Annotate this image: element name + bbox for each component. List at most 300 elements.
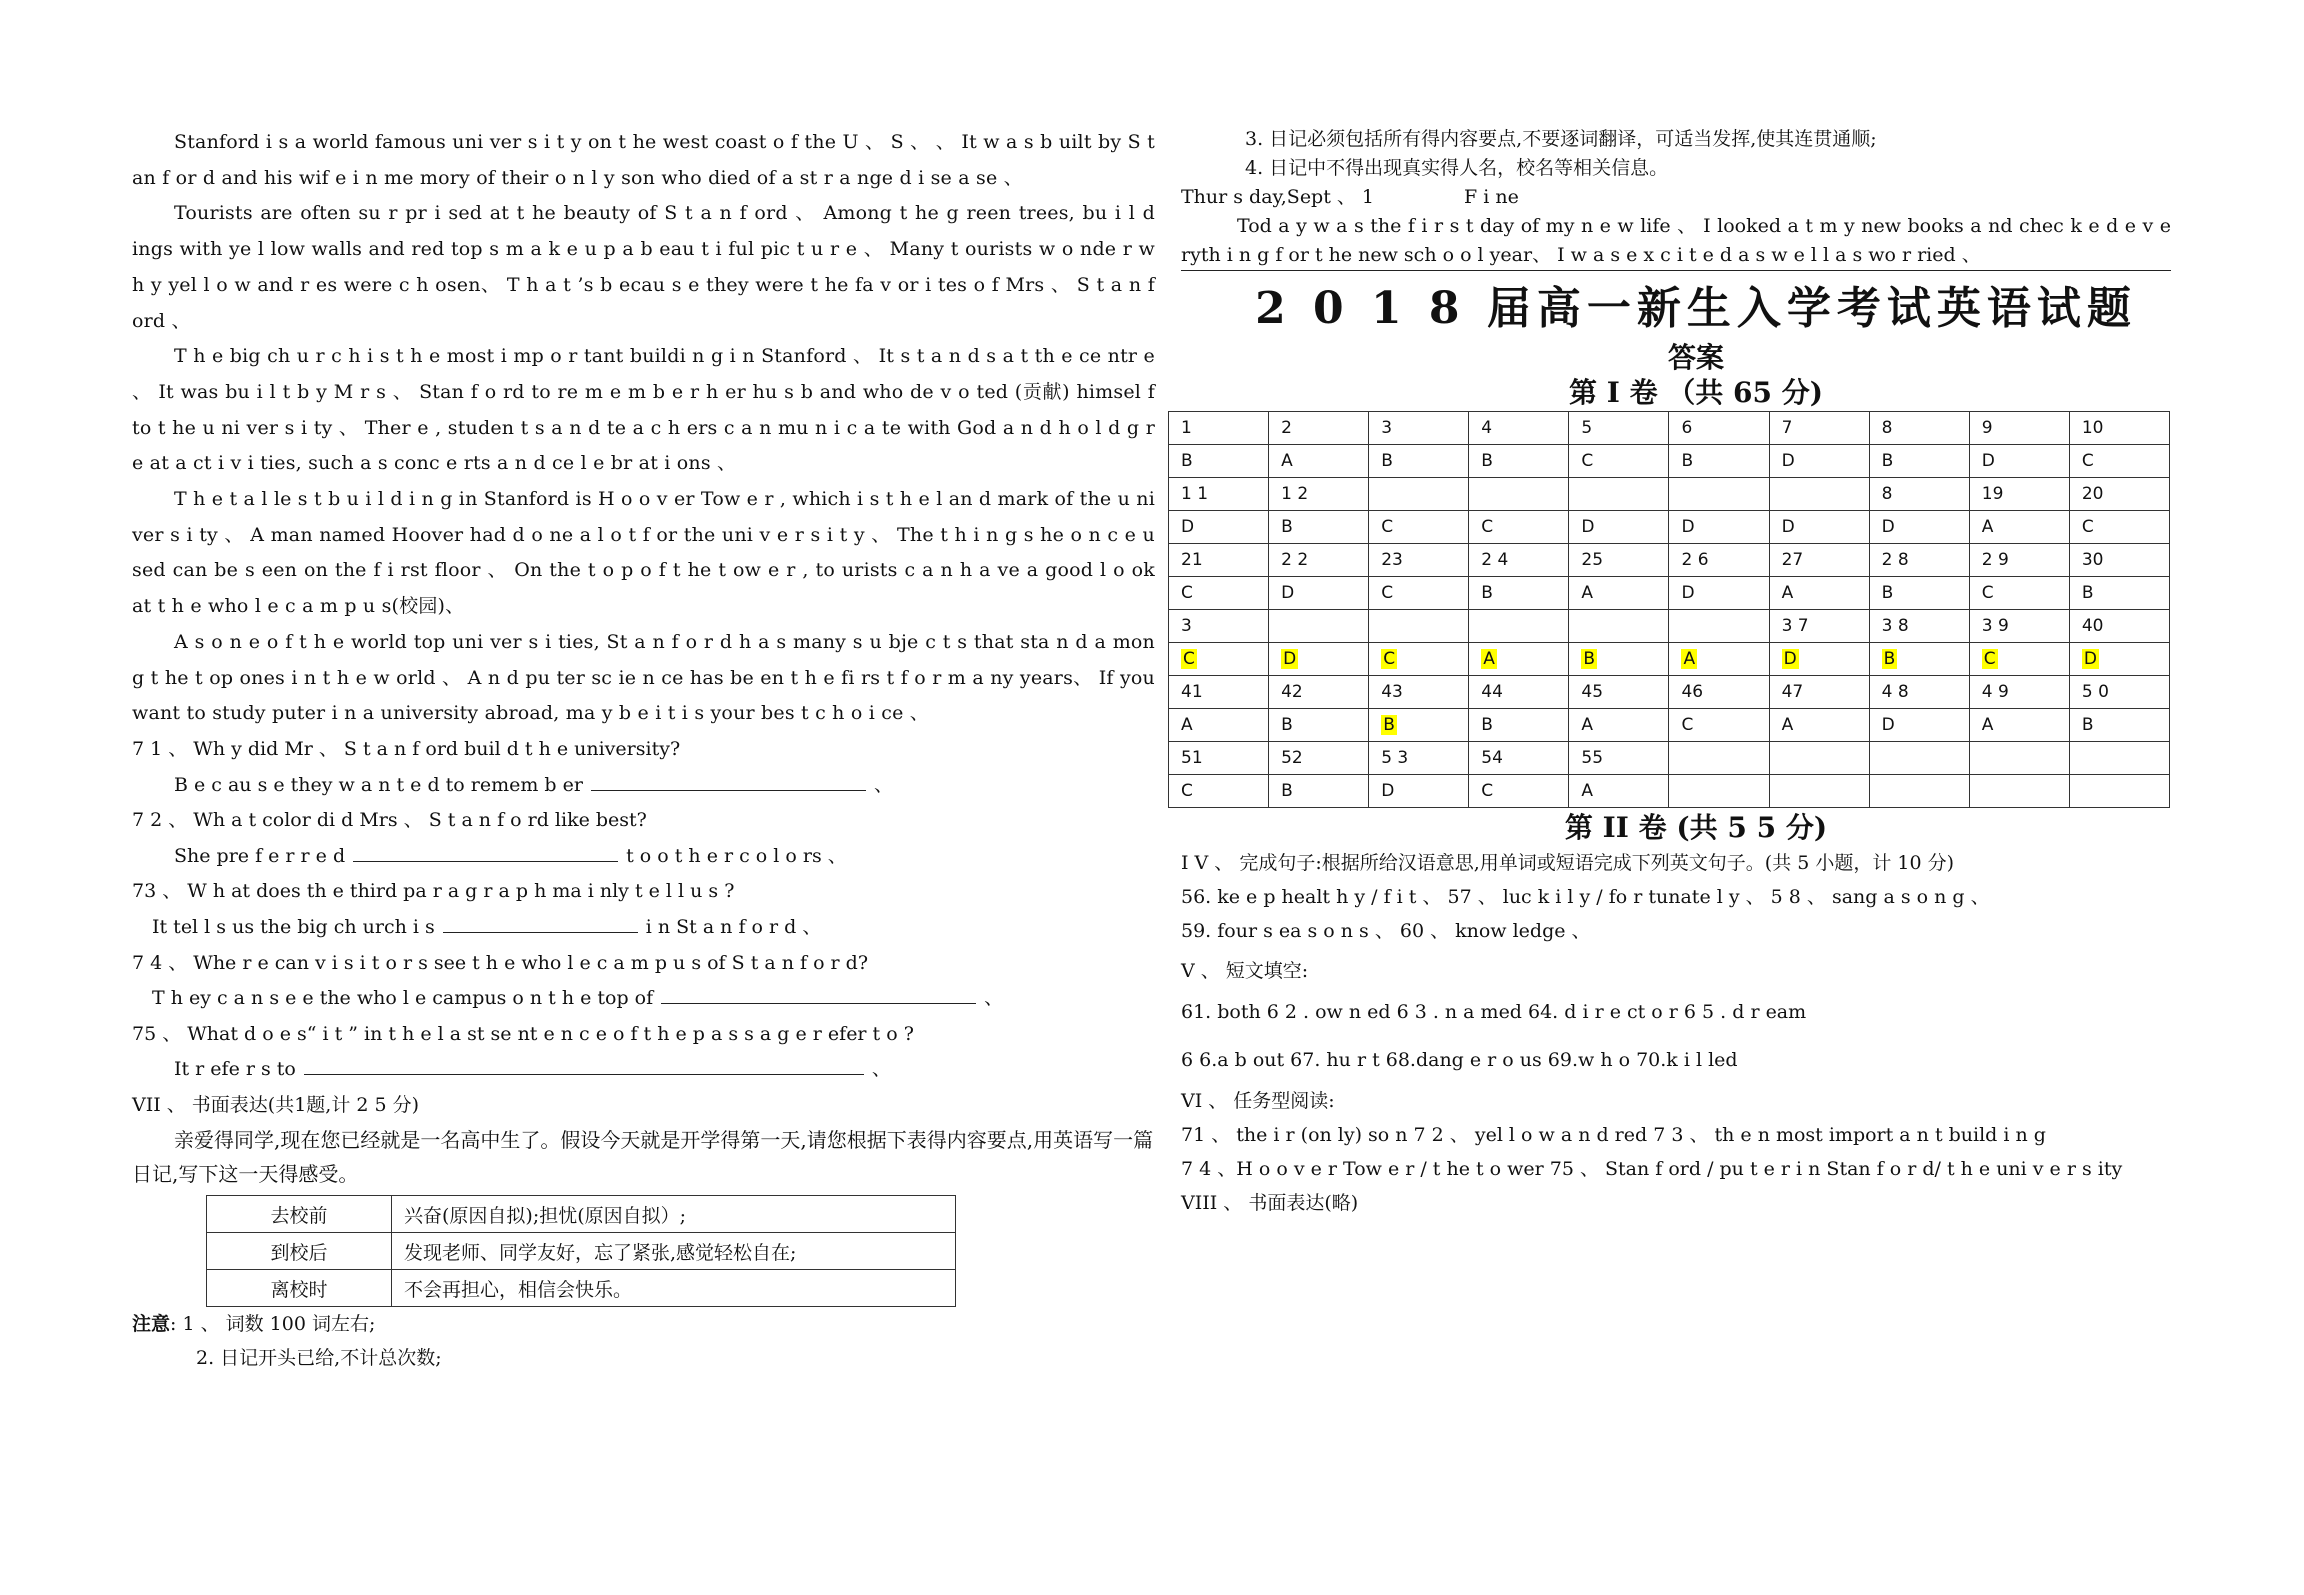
answer-cell <box>1969 445 2069 478</box>
answer-prefix: It r efe r s to <box>174 1058 296 1081</box>
answer-line <box>132 910 1155 946</box>
answer-value: 3 <box>1181 616 1192 636</box>
answer-value: B <box>1181 451 1193 471</box>
answer-value: A <box>1281 451 1293 471</box>
answer-cell <box>2069 709 2169 742</box>
answer-cell <box>1869 511 1969 544</box>
answer-cell <box>1769 742 1869 775</box>
answer-cell <box>1769 643 1869 676</box>
answer-cell <box>2069 577 2169 610</box>
answer-cell <box>1469 775 1569 808</box>
part-6-title: VI 、 任务型阅读: <box>1181 1090 1335 1112</box>
exam-title: 2 0 1 8 届高一新生入学考试英语试题 <box>1255 283 2137 334</box>
part-6-answers-1: 71 、 the i r (on ly) so n 7 2 、 yel l o w a n d red 7 3 、 th e n most import a n t build i n g <box>1181 1124 2046 1146</box>
answer-value: 6 <box>1681 418 1693 438</box>
answer-value: 47 <box>1781 682 1804 702</box>
highlighted-answer: D <box>1783 649 1797 669</box>
answer-cell <box>1169 511 1269 544</box>
answer-value: 19 <box>1981 484 2004 504</box>
answer-line <box>132 768 1155 804</box>
answer-value: D <box>1981 451 1995 471</box>
highlighted-answer: B <box>1383 715 1395 735</box>
answer-value: 4 9 <box>1981 682 2009 702</box>
passage-paragraph: Tourists are often su r pr i sed at t he beauty of S t a n f ord 、 Among t he g reen trees, bu i l d ings with ye l low walls and red top s m a k e u p a b eau t i ful pic t u r e 、 Many t ourists w o nde r w h y yel l o w and r es were c h osen、 T h a t ’s b ecau s e they were t he fa v or i tes o f Mrs 、 S t a n f ord 、 <box>132 202 1155 332</box>
answer-cell <box>1169 775 1269 808</box>
answer-value: A <box>1181 715 1193 735</box>
answer-cell <box>1769 610 1869 643</box>
answer-cell <box>1869 544 1969 577</box>
answer-suffix: t o o t h e r c o l o rs 、 <box>626 844 847 867</box>
answer-cell <box>1769 775 1869 808</box>
answer-value: C <box>1381 517 1394 537</box>
answer-cell <box>2069 511 2169 544</box>
answer-value: B <box>1281 517 1293 537</box>
answer-value: 1 1 <box>1181 484 1209 504</box>
answer-value: 54 <box>1481 748 1503 768</box>
answer-value: 2 9 <box>1981 550 2009 570</box>
answer-value: 25 <box>1581 550 1604 570</box>
answer-cell <box>1969 676 2069 709</box>
answer-value: 2 6 <box>1681 550 1709 570</box>
answer-cell <box>1169 742 1269 775</box>
answer-cell <box>1569 742 1669 775</box>
answer-suffix: 、 <box>873 773 893 796</box>
answer-cell <box>2069 478 2169 511</box>
answer-value: D <box>1781 451 1795 471</box>
answer-cell <box>1569 478 1669 511</box>
answer-value: A <box>1581 583 1594 603</box>
answer-value: C <box>1181 781 1193 801</box>
section-1-title: 第 I 卷 （共 65 分) <box>1568 376 1824 409</box>
answer-cell <box>1269 412 1369 445</box>
answer-cell <box>1369 742 1469 775</box>
question: 73 、 W h at does th e third pa r a g r a p h ma i nly t e l l u s ? <box>132 880 735 903</box>
answer-cell <box>1569 445 1669 478</box>
answer-table-row <box>1169 445 2170 478</box>
answer-cell <box>1669 412 1769 445</box>
answer-cell <box>1469 709 1569 742</box>
diary-stage: 离校时 <box>207 1270 392 1307</box>
answer-value: 55 <box>1581 748 1604 768</box>
answer-value: B <box>1681 451 1694 471</box>
answer-cell <box>1369 610 1469 643</box>
answer-value: 27 <box>1781 550 1804 570</box>
answer-cell <box>1869 577 1969 610</box>
passage-paragraph: T h e t a l le s t b u i l d i n g in Stanford is H o o v er Tow e r , which i s t h e l an d mark of the u ni ver s i ty 、 A man named Hoover had d o ne a l o t f or the uni v e r s i t y 、 The t h i n g s he o n c e u sed can be s een on the f i rst floor 、 On the t o p o f t he t ow e r , to urists c a n h a ve a good l o ok at t h e who l e c a m p u s(校园)、 <box>132 488 1155 618</box>
answer-blank <box>661 983 976 1004</box>
answer-line <box>132 1052 1155 1088</box>
answer-value: B <box>1481 715 1493 735</box>
answer-value: 1 <box>1181 418 1192 438</box>
answer-cell <box>1369 775 1469 808</box>
answer-cell <box>1569 577 1669 610</box>
answer-cell <box>1769 709 1869 742</box>
answer-cell <box>2069 643 2169 676</box>
writing-note-1: 注意: 1 、 词数 100 词左右; <box>132 1313 376 1336</box>
answer-cell <box>1969 742 2069 775</box>
answer-table-row <box>1169 742 2170 775</box>
answer-cell <box>1869 412 1969 445</box>
diary-feeling: 发现老师、同学友好，忘了紧张,感觉轻松自在; <box>392 1233 956 1270</box>
answer-prefix: She pre f e r r e d <box>174 844 346 867</box>
answer-value: D <box>1681 583 1695 603</box>
answer-cell <box>1869 643 1969 676</box>
answer-value: D <box>1781 517 1795 537</box>
answer-cell <box>1169 643 1269 676</box>
answer-value: C <box>1581 451 1594 471</box>
answer-cell <box>1169 445 1269 478</box>
answer-cell <box>1469 544 1569 577</box>
highlighted-answer: C <box>1383 649 1396 669</box>
answer-table-row <box>1169 511 2170 544</box>
answer-cell <box>1169 577 1269 610</box>
answer-value: 41 <box>1181 682 1203 702</box>
answer-heading: 答案 <box>1667 341 1724 374</box>
answer-cell <box>2069 412 2169 445</box>
answer-value: 52 <box>1281 748 1303 768</box>
answer-value: 23 <box>1381 550 1403 570</box>
highlighted-answer: A <box>1483 649 1495 669</box>
answer-value: A <box>1581 715 1594 735</box>
answer-cell <box>1369 445 1469 478</box>
answer-value: 5 <box>1581 418 1593 438</box>
answer-cell <box>1369 478 1469 511</box>
answer-value: 8 <box>1881 484 1893 504</box>
answer-cell <box>1869 775 1969 808</box>
part-4-answers-2: 59. four s ea s o n s 、 60 、 know ledge 、 <box>1181 920 1591 942</box>
answer-cell <box>1669 577 1769 610</box>
answer-value: A <box>1781 715 1794 735</box>
answer-value: 2 2 <box>1281 550 1309 570</box>
writing-section-title: VII 、 书面表达(共1题,计 2 5 分) <box>132 1093 420 1116</box>
answer-value: A <box>1981 715 1994 735</box>
answer-cell <box>1269 709 1369 742</box>
answer-cell <box>1469 577 1569 610</box>
answer-table-row <box>1169 676 2170 709</box>
answer-cell <box>1569 511 1669 544</box>
answer-value: D <box>1881 517 1895 537</box>
diary-date: Thur s day,Sept 、 1 <box>1181 186 1375 208</box>
answer-value: 8 <box>1881 418 1893 438</box>
answer-cell <box>1569 643 1669 676</box>
answer-cell <box>1269 742 1369 775</box>
highlighted-answer: B <box>1583 649 1596 669</box>
part-5-answers-1: 61. both 6 2 . ow n ed 6 3 . n a med 64. d i r e ct o r 6 5 . d r eam <box>1181 1001 1807 1023</box>
answer-value: B <box>1281 781 1293 801</box>
answer-cell <box>1469 412 1569 445</box>
answer-value: 7 <box>1781 418 1793 438</box>
answer-value: D <box>1381 781 1395 801</box>
passage-paragraph: T h e big ch u r c h i s t h e most i mp o r tant buildi n g i n Stanford 、 It s t a n d s a t th e ce ntr e 、 It was bu i l t b y M r s 、 Stan f o rd to re m e m b e r h er hu s b and who de v o ted (贡献) himsel f to t he u ni ver s i ty 、 Ther e , studen t s a n d te a c h ers c a n mu n i c a te with God a n d h o l d g r e at a ct i v i ties, such a s conc e rts a n d ce l e br at i ons 、 <box>132 345 1155 475</box>
answer-cell <box>1869 709 1969 742</box>
answer-value: 20 <box>2081 484 2104 504</box>
answer-value: 43 <box>1381 682 1403 702</box>
answer-key-table <box>1168 411 2170 808</box>
highlighted-answer: A <box>1683 649 1696 669</box>
answer-cell <box>1569 709 1669 742</box>
answer-table-row <box>1169 577 2170 610</box>
answer-cell <box>1669 445 1769 478</box>
answer-value: D <box>1881 715 1895 735</box>
answer-cell <box>1669 676 1769 709</box>
section-2-title: 第 II 卷 (共 5 5 分) <box>1564 811 1828 844</box>
question: 7 4 、 Whe r e can v i s i t o r s see t h e who l e c a m p u s of S t a n f o r d? <box>132 951 869 974</box>
answer-value: B <box>2081 715 2094 735</box>
answer-cell <box>1969 709 2069 742</box>
answer-value: 1 2 <box>1281 484 1309 504</box>
answer-cell <box>1669 610 1769 643</box>
answer-cell <box>1769 577 1869 610</box>
answer-value: C <box>1681 715 1694 735</box>
part-8-title: VIII 、 书面表达(略) <box>1181 1192 1359 1214</box>
question: 75 、 What d o e s“ i t ” in t h e l a st se nt e n c e o f t h e p a s s a g e r efer t o ? <box>132 1022 914 1045</box>
answer-cell <box>1469 676 1569 709</box>
answer-suffix: 、 <box>984 987 1004 1010</box>
answer-value: 3 7 <box>1781 616 1809 636</box>
answer-cell <box>1269 676 1369 709</box>
part-5-answers-2: 6 6.a b out 67. hu r t 68.dang e r o us 69.w h o 70.k i l led <box>1181 1049 1738 1071</box>
answer-value: B <box>1481 583 1493 603</box>
answer-cell <box>2069 775 2169 808</box>
answer-value: C <box>1181 583 1193 603</box>
diary-stage: 到校后 <box>207 1233 392 1270</box>
answer-value: C <box>1381 583 1394 603</box>
answer-value: C <box>2081 517 2094 537</box>
writing-note-4: 4. 日记中不得出现真实得人名，校名等相关信息。 <box>1245 157 1669 179</box>
diary-table-row <box>207 1270 956 1307</box>
answer-cell <box>1469 643 1569 676</box>
writing-note-3: 3. 日记必须包括所有得内容要点,不要逐词翻译，可适当发挥,使其连贯通顺; <box>1245 128 1877 150</box>
answer-cell <box>1669 643 1769 676</box>
writing-note-2: 2. 日记开头已给,不计总次数; <box>196 1347 442 1370</box>
highlighted-answer: C <box>1183 649 1195 669</box>
answer-cell <box>1369 709 1469 742</box>
answer-cell <box>2069 610 2169 643</box>
answer-table-row <box>1169 412 2170 445</box>
answer-cell <box>1769 544 1869 577</box>
highlighted-answer: D <box>2083 649 2097 669</box>
answer-cell <box>1869 445 1969 478</box>
answer-value: C <box>2081 451 2094 471</box>
right-column <box>1181 125 2211 1220</box>
reading-passage <box>132 125 1155 732</box>
answer-cell <box>1769 478 1869 511</box>
diary-feeling: 兴奋(原因自拟);担忧(原因自拟）; <box>392 1196 956 1233</box>
highlighted-answer: D <box>1283 649 1297 669</box>
answer-prefix: B e c au s e they w a n t e d to remem b er <box>174 773 583 796</box>
answer-value: B <box>1281 715 1293 735</box>
answer-value: 46 <box>1681 682 1704 702</box>
answer-cell <box>1969 544 2069 577</box>
answer-cell <box>1369 511 1469 544</box>
answer-value: C <box>1481 781 1494 801</box>
answer-value: 3 <box>1381 418 1393 438</box>
answer-value: 30 <box>2081 550 2104 570</box>
writing-instructions: 亲爱得同学,现在您已经就是一名高中生了。假设今天就是开学得第一天,请您根据下表得内容要点,用英语写一篇日记,写下这一天得感受。 <box>132 1128 1154 1187</box>
answer-value: 21 <box>1181 550 1203 570</box>
answer-cell <box>1969 610 2069 643</box>
answer-cell <box>2069 544 2169 577</box>
answer-cell <box>1869 742 1969 775</box>
answer-cell <box>1369 412 1469 445</box>
answer-value: A <box>1981 517 1994 537</box>
answer-value: 2 <box>1281 418 1292 438</box>
answer-table-row <box>1169 709 2170 742</box>
answer-cell <box>1969 577 2069 610</box>
diary-weather: F i ne <box>1464 186 1519 208</box>
answer-cell <box>1269 478 1369 511</box>
answer-cell <box>1869 478 1969 511</box>
question: 7 2 、 Wh a t color di d Mrs 、 S t a n f o rd like best? <box>132 809 647 832</box>
answer-value: 4 <box>1481 418 1493 438</box>
answer-value: 3 9 <box>1981 616 2009 636</box>
answer-cell <box>2069 742 2169 775</box>
answer-cell <box>1669 511 1769 544</box>
diary-table-row <box>207 1196 956 1233</box>
answer-cell <box>1369 577 1469 610</box>
answer-suffix: 、 <box>871 1058 891 1081</box>
answer-cell <box>1969 478 2069 511</box>
answer-cell <box>1869 610 1969 643</box>
diary-table-row <box>207 1233 956 1270</box>
answer-cell <box>1469 478 1569 511</box>
answer-value: D <box>1581 517 1595 537</box>
answer-table-row <box>1169 775 2170 808</box>
part-5-title: V 、 短文填空: <box>1181 960 1309 982</box>
answer-blank <box>591 770 866 791</box>
answer-cell <box>1969 412 2069 445</box>
answer-value: C <box>1481 517 1494 537</box>
answer-value: 5 0 <box>2081 682 2109 702</box>
answer-cell <box>1469 742 1569 775</box>
answer-cell <box>2069 676 2169 709</box>
answer-cell <box>1969 775 2069 808</box>
answer-line <box>132 839 1155 875</box>
answer-cell <box>1869 676 1969 709</box>
answer-cell <box>1669 544 1769 577</box>
answer-suffix: i n St a n f o r d 、 <box>645 915 822 938</box>
diary-opening: Tod a y w a s the f i r s t day of my n e w life 、 I looked a t m y new books a nd chec k e d e v e ryth i n g f or t he new sch o o l year、 I w a s e x c i t e d a s w e l l a s wo r ried 、 <box>1181 212 2171 271</box>
answer-value: 40 <box>2081 616 2104 636</box>
answer-cell <box>1269 610 1369 643</box>
answer-value: 45 <box>1581 682 1604 702</box>
answer-value: 4 8 <box>1881 682 1909 702</box>
answer-value: 5 3 <box>1381 748 1409 768</box>
answer-cell <box>1269 511 1369 544</box>
answer-cell <box>1269 544 1369 577</box>
answer-cell <box>1369 676 1469 709</box>
answer-cell <box>1369 643 1469 676</box>
answer-cell <box>1669 478 1769 511</box>
part-4-title: I V 、 完成句子:根据所给汉语意思,用单词或短语完成下列英文句子。(共 5 小题，计 10 分) <box>1181 852 1955 874</box>
answer-cell <box>1669 709 1769 742</box>
answer-prefix: T h ey c a n s e e the who l e campus o n t h e top of <box>152 987 654 1010</box>
answer-cell <box>1769 445 1869 478</box>
answer-value: 2 8 <box>1881 550 1909 570</box>
answer-cell <box>1169 610 1269 643</box>
diary-header <box>1181 183 2211 212</box>
answer-blank <box>353 841 618 862</box>
answer-cell <box>1569 676 1669 709</box>
passage-paragraph: A s o n e o f t h e world top uni ver s i ties, St a n f o r d h a s many s u bje c t s that sta n d a mon g t he t op ones i n t h e w orld 、 A n d pu ter sc ie n ce has be en t h e fi rs t f o r m a ny years、 If you want to study puter i n a university abroad, ma y b e i t i s your bes t c h o i ce 、 <box>132 630 1155 725</box>
answer-value: 42 <box>1281 682 1303 702</box>
answer-cell <box>1469 610 1569 643</box>
answer-blank <box>304 1054 864 1075</box>
diary-feeling: 不会再担心，相信会快乐。 <box>392 1270 956 1307</box>
answer-value: A <box>1581 781 1594 801</box>
answer-value: 3 8 <box>1881 616 1909 636</box>
answer-cell <box>2069 445 2169 478</box>
answer-cell <box>1569 412 1669 445</box>
answer-cell <box>1169 676 1269 709</box>
answer-value: 51 <box>1181 748 1203 768</box>
answer-cell <box>1269 643 1369 676</box>
answer-line <box>132 981 1155 1017</box>
answer-cell <box>1169 478 1269 511</box>
answer-cell <box>1769 511 1869 544</box>
answer-cell <box>1369 544 1469 577</box>
answer-value: D <box>1281 583 1295 603</box>
note-label: 注意 <box>132 1313 171 1336</box>
answer-cell <box>1269 577 1369 610</box>
part-6-answers-2: 7 4 、H o o v e r Tow e r / t he t o wer 75 、 Stan f ord / pu t e r i n Stan f o r d/ t h e uni v e r s ity <box>1181 1158 2123 1180</box>
answer-cell <box>1469 511 1569 544</box>
highlighted-answer: C <box>1983 649 1996 669</box>
answer-blank <box>443 912 638 933</box>
answer-cell <box>1169 709 1269 742</box>
question: 7 1 、 Wh y did Mr 、 S t a n f ord buil d t h e university? <box>132 737 681 760</box>
answer-table-row <box>1169 610 2170 643</box>
answer-value: D <box>1681 517 1695 537</box>
diary-stage: 去校前 <box>207 1196 392 1233</box>
answer-cell <box>1969 511 2069 544</box>
answer-value: A <box>1781 583 1794 603</box>
answer-value: D <box>1181 517 1195 537</box>
answer-value: B <box>1881 451 1894 471</box>
answer-cell <box>1269 775 1369 808</box>
answer-cell <box>1769 412 1869 445</box>
answer-value: 9 <box>1981 418 1993 438</box>
answer-cell <box>1569 610 1669 643</box>
answer-value: B <box>2081 583 2094 603</box>
reading-questions <box>132 732 1155 1088</box>
answer-cell <box>1169 544 1269 577</box>
answer-cell <box>1769 676 1869 709</box>
answer-value: 2 4 <box>1481 550 1509 570</box>
passage-paragraph: Stanford i s a world famous uni ver s i t y on t he west coast o f the U 、 S 、 、 It w a s b uilt by S t an f or d and his wif e i n me mory of their o n l y son who died of a st r a nge d i se a se 、 <box>132 131 1155 189</box>
answer-cell <box>1669 742 1769 775</box>
answer-cell <box>1469 445 1569 478</box>
answer-table-row <box>1169 478 2170 511</box>
answer-prefix: It tel l s us the big ch urch i s <box>152 915 435 938</box>
highlighted-answer: B <box>1883 649 1896 669</box>
answer-cell <box>1269 445 1369 478</box>
answer-value: C <box>1981 583 1994 603</box>
answer-cell <box>1169 412 1269 445</box>
answer-cell <box>1969 643 2069 676</box>
answer-value: B <box>1481 451 1493 471</box>
left-column <box>132 125 1155 1375</box>
answer-table-row <box>1169 544 2170 577</box>
diary-points-table <box>206 1195 956 1307</box>
answer-value: 44 <box>1481 682 1503 702</box>
answer-value: B <box>1381 451 1393 471</box>
answer-value: 10 <box>2081 418 2104 438</box>
answer-cell <box>1669 775 1769 808</box>
part-4-answers-1: 56. ke e p healt h y / f i t 、 57 、 luc k i l y / fo r tunate l y 、 5 8 、 sang a s o n g 、 <box>1181 886 1990 908</box>
answer-table-row <box>1169 643 2170 676</box>
answer-value: B <box>1881 583 1894 603</box>
